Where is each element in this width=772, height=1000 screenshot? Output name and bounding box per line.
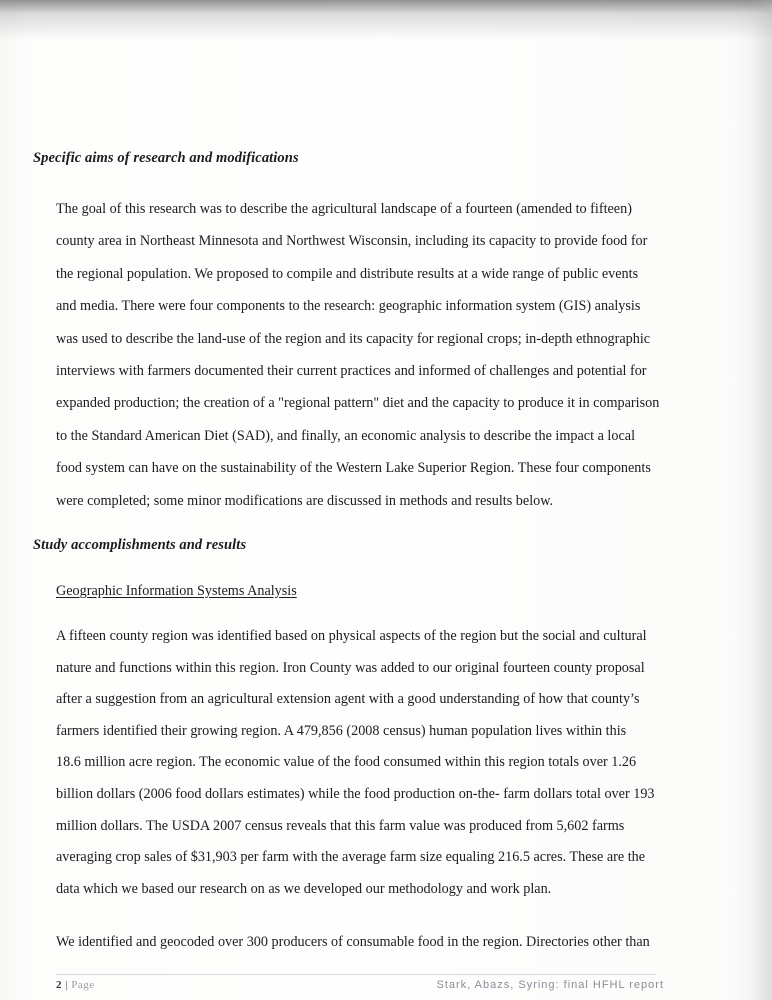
scan-shadow-top	[0, 0, 772, 40]
paragraph-line: and media. There were four components to the research: geographic information system (GIS) analysis	[56, 298, 641, 315]
scan-shadow-right	[750, 0, 772, 1000]
paragraph-line: nature and functions within this region. Iron County was added to our original fourteen county proposal	[56, 659, 645, 676]
paragraph-line: expanded production; the creation of a "regional pattern" diet and the capacity to produce it in comparison	[56, 395, 660, 412]
paragraph-line: the regional population. We proposed to compile and distribute results at a wide range of public events	[56, 265, 639, 282]
paragraph-line: billion dollars (2006 food dollars estimates) while the food production on-the- farm dollars total over 193	[56, 785, 655, 802]
paragraph-line: We identified and geocoded over 300 producers of consumable food in the region. Directories other than	[56, 934, 650, 950]
paragraph-line: million dollars. The USDA 2007 census reveals that this farm value was produced from 5,602 farms	[56, 817, 625, 834]
paragraph-line: farmers identified their growing region. A 479,856 (2008 census) human population lives within this	[56, 722, 627, 739]
paragraph-line: The goal of this research was to describe the agricultural landscape of a fourteen (amended to fifteen)	[56, 201, 632, 217]
paragraph-producers	[56, 927, 650, 959]
subheading-gis-analysis: Geographic Information Systems Analysis	[56, 583, 297, 599]
paragraph-line: county area in Northeast Minnesota and Northwest Wisconsin, including its capacity to provide food for	[56, 233, 648, 250]
paragraph-line: was used to describe the land-use of the region and its capacity for regional crops; in-depth ethnographic	[56, 330, 651, 347]
paragraph-line: averaging crop sales of $31,903 per farm with the average farm size equaling 216.5 acres. These are the	[56, 849, 646, 866]
paragraph-line: were completed; some minor modifications are discussed in methods and results below.	[56, 492, 554, 509]
paragraph-line: interviews with farmers documented their current practices and informed of challenges and potential for	[56, 363, 647, 380]
page-label: Page	[71, 979, 95, 991]
footer-report-title: Stark, Abazs, Syring: final HFHL report	[436, 979, 664, 991]
paragraph-line: to the Standard American Diet (SAD), and finally, an economic analysis to describe the impact a local	[56, 427, 636, 444]
paragraph-line: after a suggestion from an agricultural extension agent with a good understanding of how that county’s	[56, 691, 640, 708]
section-heading-study-accomplishments: Study accomplishments and results	[33, 537, 247, 553]
paragraph-line: A fifteen county region was identified based on physical aspects of the region but the social and cultural	[56, 628, 647, 644]
section-heading-specific-aims: Specific aims of research and modifications	[33, 150, 299, 166]
footer-divider	[56, 974, 656, 975]
paragraph-specific-aims	[56, 193, 660, 517]
paragraph-line: food system can have on the sustainability of the Western Lake Superior Region. These four components	[56, 460, 651, 477]
paragraph-line: 18.6 million acre region. The economic value of the food consumed within this region totals over 1.26	[56, 754, 637, 771]
paragraph-gis	[56, 621, 655, 905]
footer-page-number	[56, 979, 95, 991]
paragraph-line: data which we based our research on as we developed our methodology and work plan.	[56, 880, 552, 897]
page-separator: |	[65, 979, 68, 991]
page-number: 2	[56, 979, 62, 991]
